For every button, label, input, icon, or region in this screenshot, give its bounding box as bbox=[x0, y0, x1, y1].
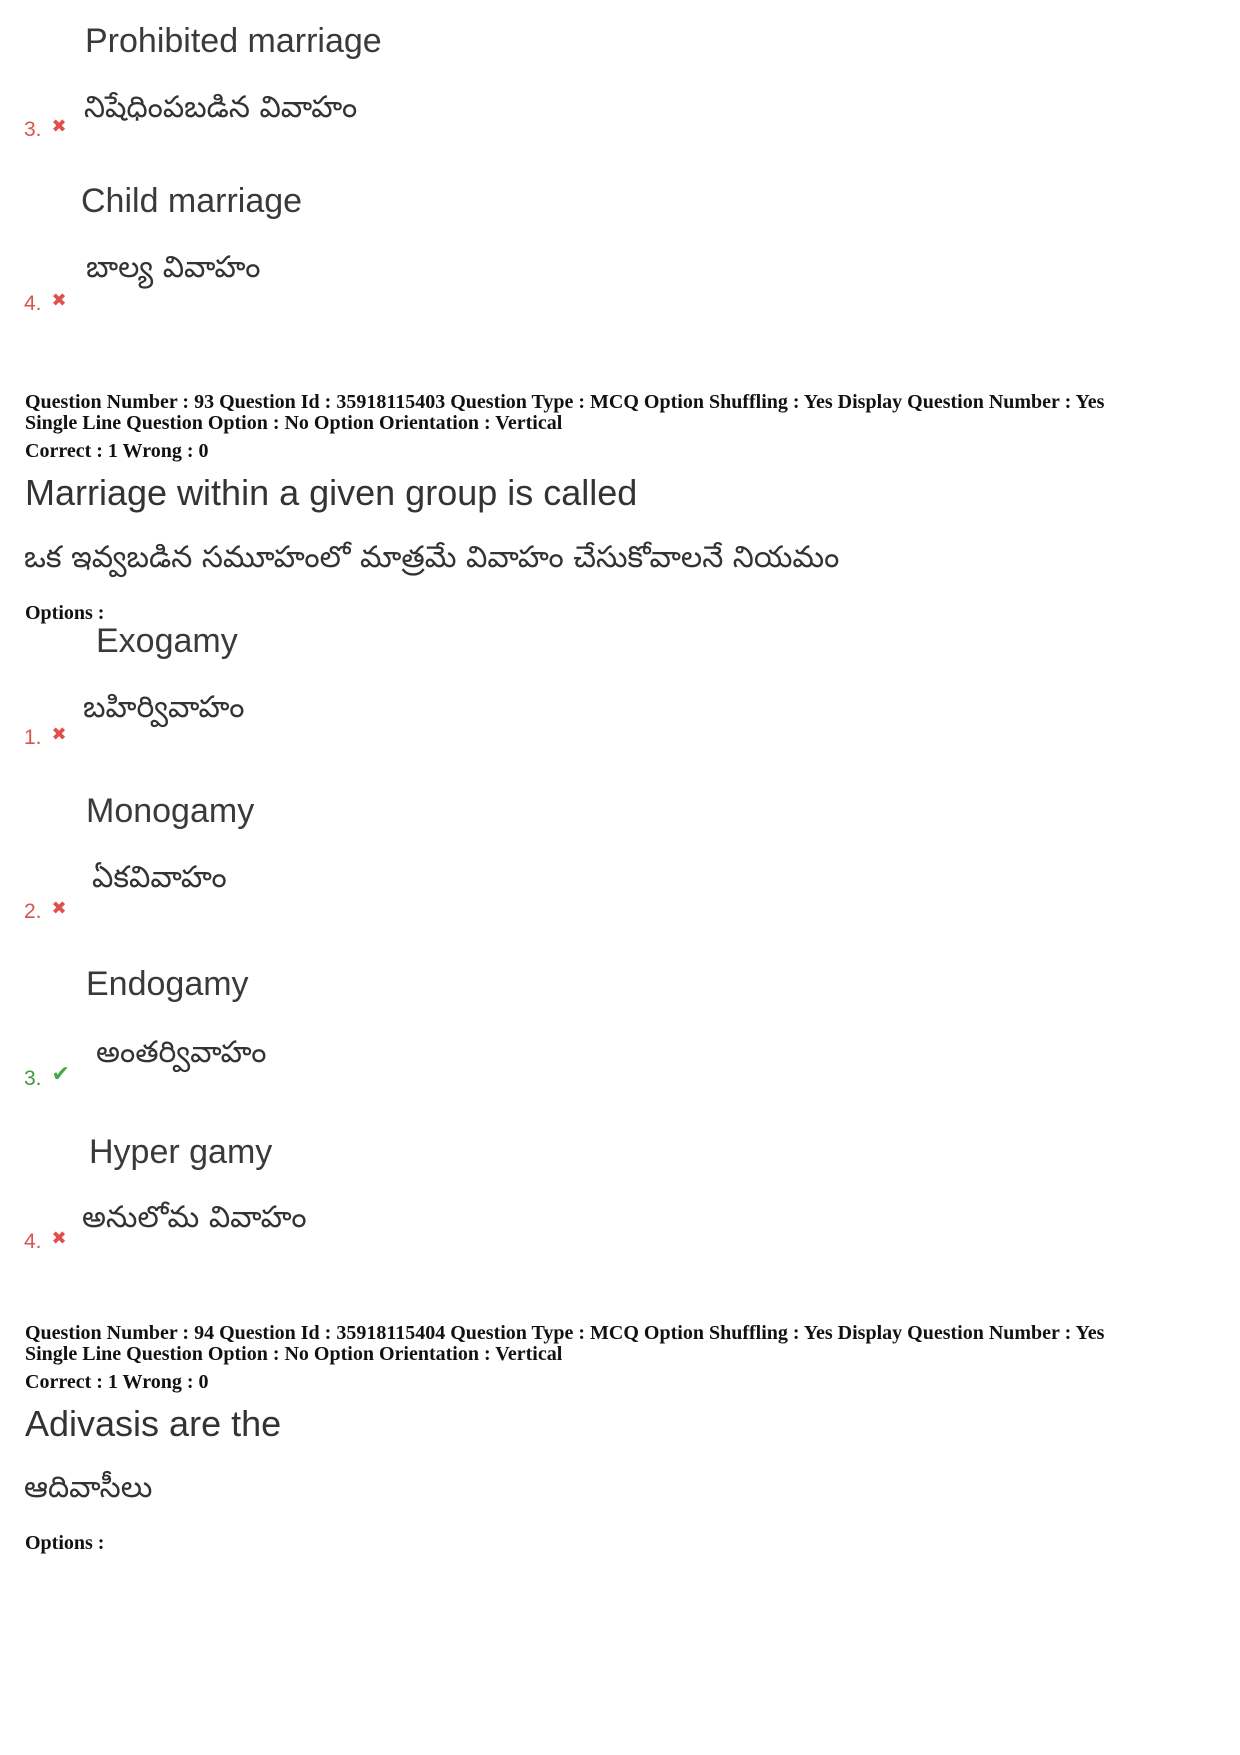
option-number-row bbox=[24, 900, 67, 924]
option-english: Exogamy bbox=[96, 622, 238, 660]
question-meta: Question Number : 94 Question Id : 35918115404 Question Type : MCQ Option Shuffling : Yes Display Question Number : Yes bbox=[25, 1322, 1105, 1344]
cross-icon: ✖ bbox=[51, 1228, 67, 1249]
option-telugu: బహిర్వివాహం bbox=[83, 690, 245, 725]
option-number: 4. bbox=[24, 1230, 42, 1253]
option-telugu: అనులోమ వివాహం bbox=[82, 1200, 307, 1235]
option-number-row bbox=[24, 118, 67, 142]
question-text-telugu: ఒక ఇవ్వబడిన సమూహంలో మాత్రమే వివాహం చేసుకోవాలనే నియమం bbox=[24, 540, 840, 575]
option-telugu: నిషేధింపబడిన వివాహం bbox=[84, 90, 358, 125]
option-number-row bbox=[24, 1230, 67, 1254]
cross-icon: ✖ bbox=[51, 724, 67, 745]
question-meta: Single Line Question Option : No Option Orientation : Vertical bbox=[25, 1343, 563, 1365]
cross-icon: ✖ bbox=[51, 898, 67, 919]
option-number-row bbox=[24, 1062, 70, 1091]
option-number: 4. bbox=[24, 292, 42, 315]
option-english: Endogamy bbox=[86, 965, 249, 1003]
options-label: Options : bbox=[25, 602, 105, 624]
question-marks: Correct : 1 Wrong : 0 bbox=[25, 1371, 209, 1393]
option-english: Hyper gamy bbox=[89, 1133, 273, 1171]
option-number: 3. bbox=[24, 1067, 42, 1090]
option-english: Prohibited marriage bbox=[85, 22, 382, 60]
question-meta: Question Number : 93 Question Id : 35918115403 Question Type : MCQ Option Shuffling : Yes Display Question Number : Yes bbox=[25, 391, 1105, 413]
option-number: 1. bbox=[24, 726, 42, 749]
options-label: Options : bbox=[25, 1532, 105, 1554]
question-text-english: Marriage within a given group is called bbox=[25, 472, 638, 513]
option-english: Monogamy bbox=[86, 792, 255, 830]
option-english: Child marriage bbox=[81, 182, 303, 220]
option-telugu: అంతర్వివాహం bbox=[96, 1035, 267, 1070]
option-number-row bbox=[24, 292, 67, 316]
option-number: 2. bbox=[24, 900, 42, 923]
option-number: 3. bbox=[24, 118, 42, 141]
option-telugu: ఏకవివాహం bbox=[92, 860, 227, 895]
option-telugu: బాల్య వివాహం bbox=[86, 250, 261, 285]
check-icon: ✔ bbox=[51, 1062, 70, 1087]
option-number-row bbox=[24, 726, 67, 750]
cross-icon: ✖ bbox=[51, 290, 67, 311]
question-text-telugu: ఆదివాసీలు bbox=[24, 1470, 153, 1505]
cross-icon: ✖ bbox=[51, 116, 67, 137]
question-meta: Single Line Question Option : No Option Orientation : Vertical bbox=[25, 412, 563, 434]
question-text-english: Adivasis are the bbox=[25, 1403, 282, 1444]
question-marks: Correct : 1 Wrong : 0 bbox=[25, 440, 209, 462]
